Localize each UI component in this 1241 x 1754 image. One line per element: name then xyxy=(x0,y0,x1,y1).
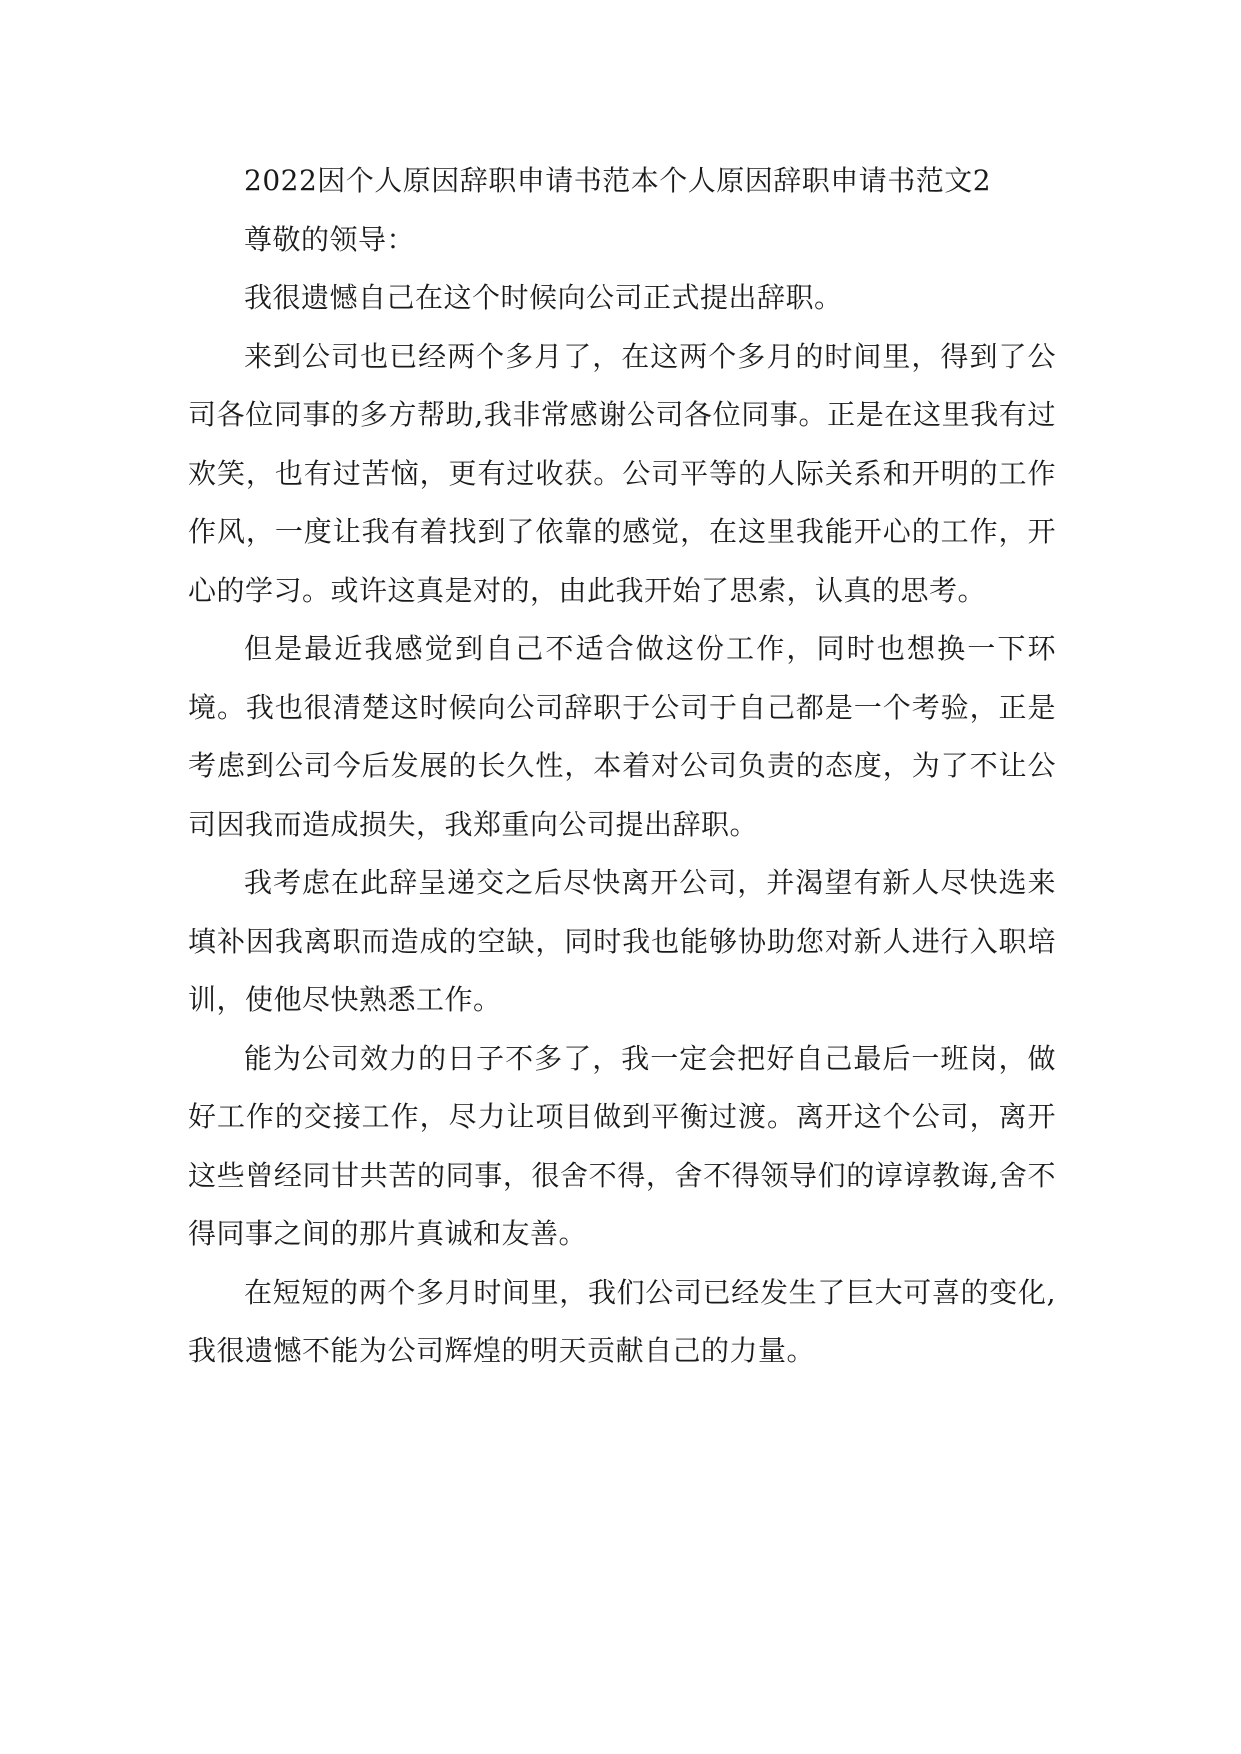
paragraph-1: 我很遗憾自己在这个时候向公司正式提出辞职。 xyxy=(244,281,843,314)
paragraph-4: 我考虑在此辞呈递交之后尽快离开公司，并渴望有新人尽快选来填补因我离职而造成的空缺，同时我也能够协助您对新人进行入职培训，使他尽快熟悉工作。 xyxy=(188,866,1056,1016)
salutation: 尊敬的领导： xyxy=(244,222,416,256)
paragraph-2: 来到公司也已经两个多月了，在这两个多月的时间里，得到了公司各位同事的多方帮助,我非常感谢公司各位同事。正是在这里我有过欢笑，也有过苦恼，更有过收获。公司平等的人际关系和开明的工作作风，一度让我有着找到了依靠的感觉，在这里我能开心的工作，开心的学习。或许这真是对的，由此我开始了思索，认真的思考。 xyxy=(188,339,1056,607)
paragraph-6: 在短短的两个多月时间里，我们公司已经发生了巨大可喜的变化,我很遗憾不能为公司辉煌的明天贡献自己的力量。 xyxy=(188,1275,1056,1367)
document-page xyxy=(188,152,1056,1381)
paragraph-5: 能为公司效力的日子不多了，我一定会把好自己最后一班岗，做好工作的交接工作，尽力让项目做到平衡过渡。离开这个公司，离开这些曾经同甘共苦的同事，很舍不得，舍不得领导们的谆谆教诲,舍不得同事之间的那片真诚和友善。 xyxy=(188,1041,1056,1250)
paragraph-3: 但是最近我感觉到自己不适合做这份工作，同时也想换一下环境。我也很清楚这时候向公司辞职于公司于自己都是一个考验，正是考虑到公司今后发展的长久性，本着对公司负责的态度，为了不让公司因我而造成损失，我郑重向公司提出辞职。 xyxy=(188,632,1056,841)
document-title: 2022因个人原因辞职申请书范本个人原因辞职申请书范文2 xyxy=(244,164,992,197)
